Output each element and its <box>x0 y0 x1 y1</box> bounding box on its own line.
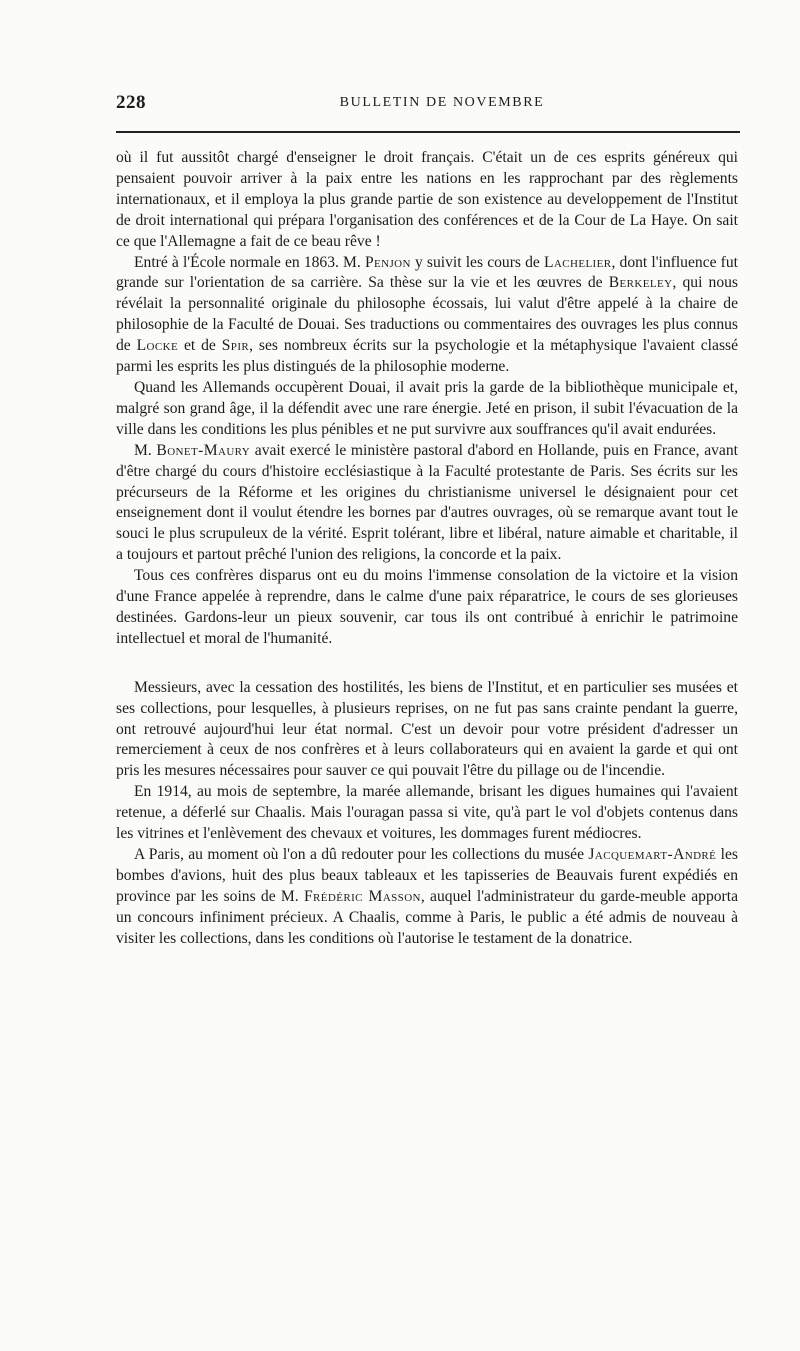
text-run: , dont l'influence fut grande sur l'orientation de sa carrière. Sa thèse sur la vie et les œuvres de <box>116 253 738 292</box>
page-number: 228 <box>116 92 146 113</box>
paragraph-7: En 1914, au mois de septembre, la marée allemande, brisant les digues humaines qui l'avaient retenue, a déferlé sur Chaalis. Mais l'ouragan passa si vite, qu'à part le vol d'objets contenus dans les vitrines et l'enlèvement des chevaux et voitures, les dommages furent médiocres. <box>116 783 738 843</box>
name-berkeley: Berkeley <box>608 274 673 292</box>
text-run: M. <box>134 441 157 459</box>
running-title: BULLETIN DE NOVEMBRE <box>339 95 545 110</box>
page-header <box>116 92 738 118</box>
name-penjon: Penjon <box>364 253 411 271</box>
text-run: avait exercé le ministère pastoral d'abord en Hollande, puis en France, avant d'être chargé du cours d'histoire ecclésiastique à la Faculté protestante de Paris. Ses écrits sur les précurseurs de la Réforme et les origines du christianisme universel le désignaient pour cet enseignement dont il voulut étendre les bornes par d'autres ouvrages, où se remarque avant tout le souci le plus scrupuleux de la vérité. Esprit tolérant, libre et libéral, nature aimable et charitable, il a toujours et partout prêché l'union des religions, la concorde et la paix. <box>116 441 738 564</box>
text-run: , ses nombreux écrits sur la psychologie et la métaphysique l'avaient classé parmi les esprits les plus distingués de la philosophie moderne. <box>116 337 738 376</box>
paragraph-2 <box>116 253 738 378</box>
header-rule <box>116 131 740 133</box>
paragraph-8 <box>116 845 738 950</box>
text-run: les bombes d'avions, huit des plus beaux tableaux et les tapisseries de Beauvais furent expédiés en province par les soins de M. <box>116 846 738 905</box>
text-run: A Paris, au moment où l'on a dû redouter pour les collections du musée <box>134 846 589 863</box>
paragraph-4 <box>116 441 738 566</box>
paragraph-3: Quand les Allemands occupèrent Douai, il avait pris la garde de la bibliothèque municipale et, malgré son grand âge, il la défendit avec une rare énergie. Jeté en prison, il subit l'évacuation de la ville dans les conditions les plus pénibles et ne put survivre aux souffrances qu'il avait endurées. <box>116 378 738 438</box>
name-spir: Spir <box>221 337 250 355</box>
body-text <box>116 148 738 950</box>
name-jacquemart-andre: Jacquemart-André <box>588 846 717 863</box>
section-gap <box>116 650 738 678</box>
paragraph-6: Messieurs, avec la cessation des hostilités, les biens de l'Institut, et en particulier ses musées et ses collections, pour lesquelles, à plusieurs reprises, on ne fut pas sans crainte pendant la guerre, ont retrouvé aujourd'hui leur état normal. C'est un devoir pour votre président d'adresser un remerciement à ceux de nos confrères et à leurs collaborateurs qui en avaient la garde et qui ont pris les mesures nécessaires pour sauver ce qui pouvait l'être du pillage ou de l'incendie. <box>116 678 738 780</box>
paragraph-5: Tous ces confrères disparus ont eu du moins l'immense consolation de la victoire et la vision d'une France appelée à reprendre, dans le calme d'une paix réparatrice, le cours de ses glorieuses destinées. Gardons-leur un pieux souvenir, car tous ils ont contribué à enrichir le patrimoine intellectuel et moral de l'humanité. <box>116 567 738 647</box>
text-run: Entré à l'École normale en 1863. M. <box>134 253 365 271</box>
name-frederic-masson: Frédéric Masson <box>303 887 421 905</box>
name-lachelier: Lachelier <box>543 253 612 271</box>
name-locke: Locke <box>136 337 179 355</box>
paragraph-1: où il fut aussitôt chargé d'enseigner le droit français. C'était un de ces esprits généreux qui pensaient pouvoir arriver à la paix entre les nations en les rapprochant par des règlements internationaux, et il employa la plus grande partie de son existence au developpement de l'Institut de droit international qui prépara l'organisation des conférences et de la Cour de La Haye. On sait ce que l'Allemagne a fait de ce beau rêve ! <box>116 149 738 250</box>
text-run: , auquel l'administrateur du garde-meuble apporta un concours infiniment précieux. A Chaalis, comme à Paris, le public a été admis de nouveau à visiter les collections, dans les conditions où l'autorise le testament de la donatrice. <box>116 887 738 947</box>
text-run: et de <box>178 337 222 355</box>
text-run: , qui nous révélait la personnalité originale du philosophe écossais, lui valut d'être appelé à la chaire de philosophie de la Faculté de Douai. Ses traductions ou commentaires des ouvrages les plus connus de <box>116 274 738 355</box>
text-run: y suivit les cours de <box>410 253 544 271</box>
name-bonet-maury: Bonet-Maury <box>156 441 251 459</box>
